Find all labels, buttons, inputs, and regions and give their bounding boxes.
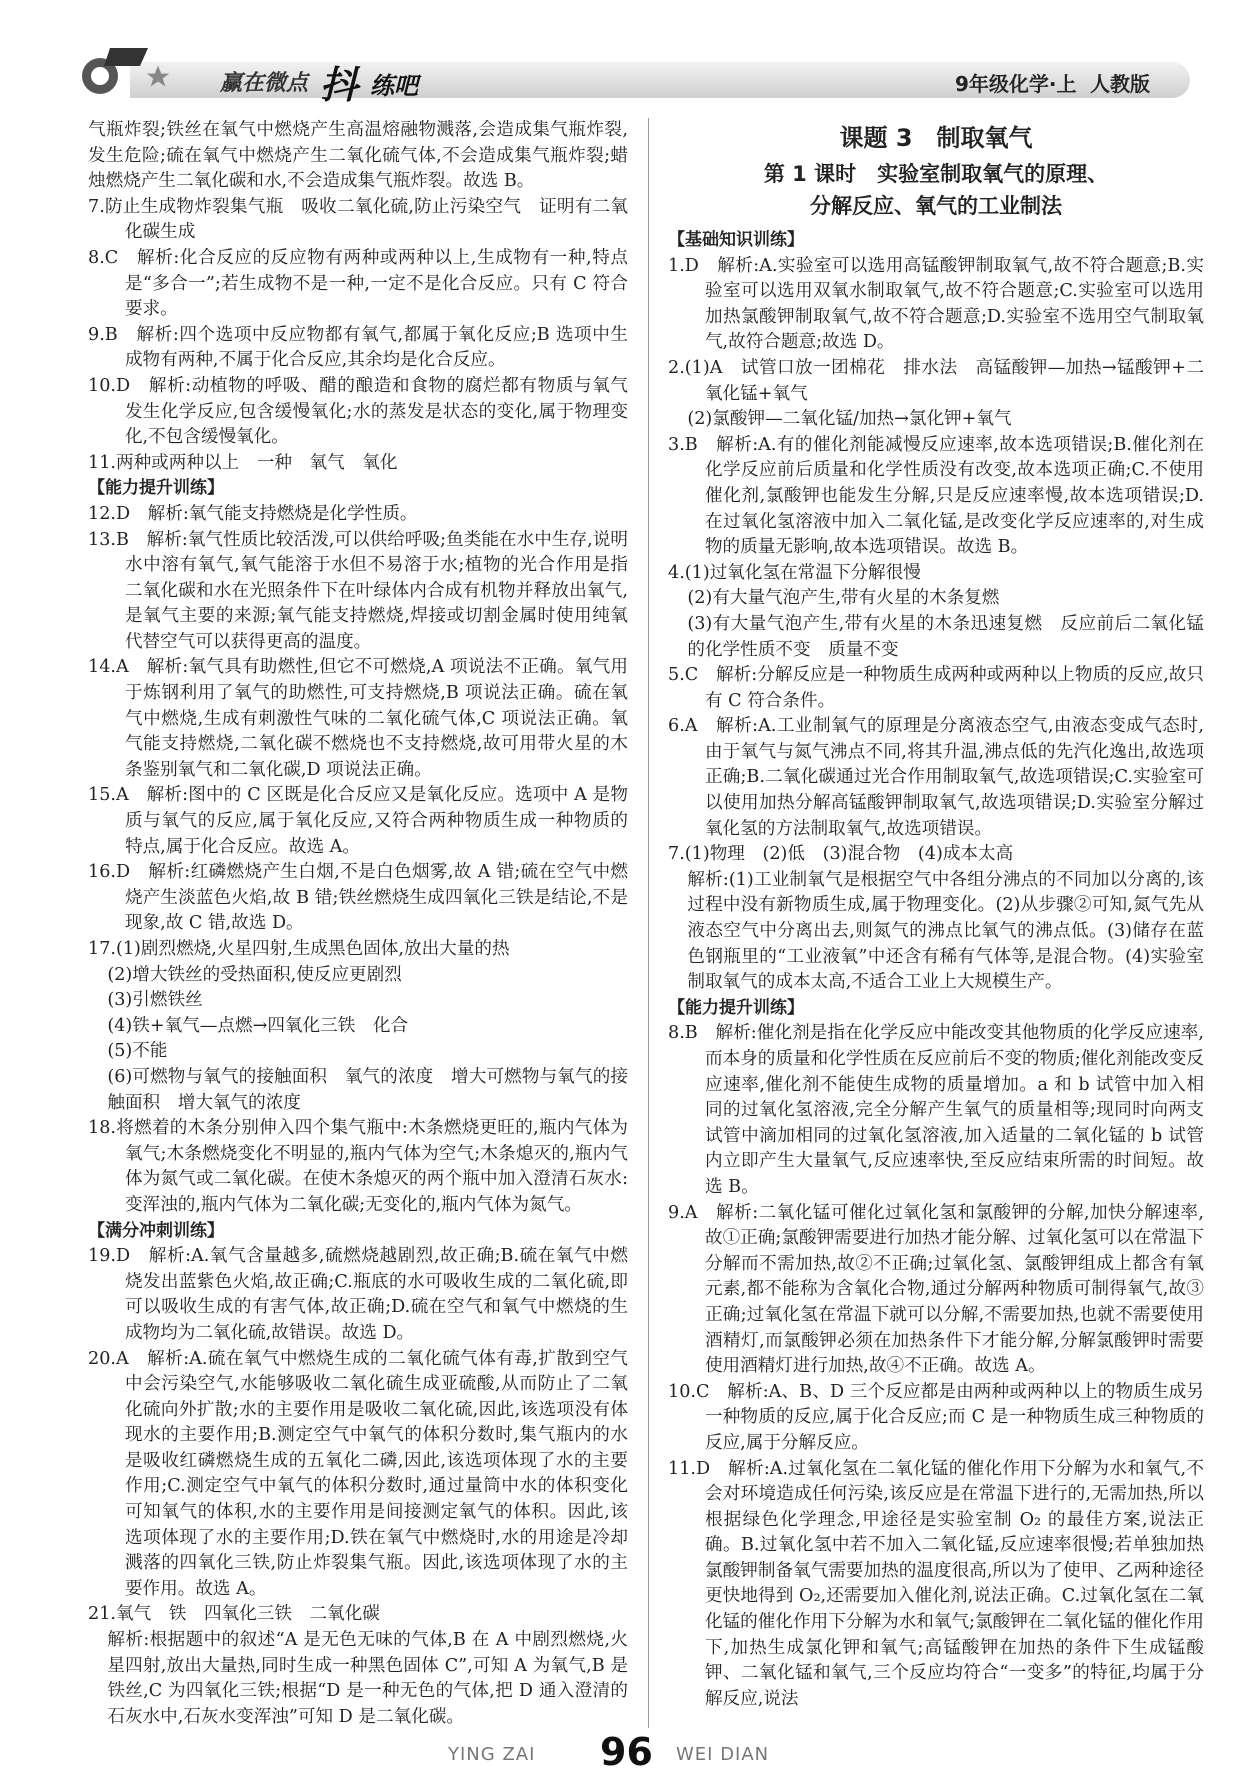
answer-paragraph: 17.(1)剧烈燃烧,火星四射,生成黑色固体,放出大量的热 [88,939,510,959]
answer-paragraph: (3)引燃铁丝 [107,990,203,1011]
answer-paragraph: 解析:(1)工业制氧气是根据空气中各组分沸点的不同加以分离的,该过程中没有新物质生成,属于物理变化。(2)从步骤②可知,氮气先从液态空气中分离出去,则氮气的沸点比氧气的沸点低。(3)储存在蓝色钢瓶里的“工业液氧”中还含有稀有气体等,是混合物。(4)实验室制取氧气的成本太高,不适合工业上大规模生产。 [687,869,1204,993]
column-divider [648,118,649,1728]
section-heading: 【能力提升训练】 [88,478,224,499]
answer-paragraph: 19.D 解析:A.氧气含量越多,硫燃烧越剧烈,故正确;B.硫在氧气中燃烧发出蓝紫色火焰,故正确;C.瓶底的水可吸收生成的二氧化硫,即可以吸收生成的有害气体,故正确;D.硫在空气和氧气中燃烧的生成物均为二氧化硫,故错误。故选 D。 [88,1246,628,1343]
answer-paragraph: 9.A 解析:二氧化锰可催化过氧化氢和氯酸钾的分解,加快分解速率,故①正确;氯酸钾需要进行加热才能分解、过氧化氢可以在常温下分解而不需加热,故②不正确;过氧化氢、氯酸钾组成上都含有氧元素,都不能称为含氧化合物,通过分解两种物质可制得氧气,故③正确;过氧化氢在常温下就可以分解,不需要加热,也就不需要使用酒精灯,而氯酸钾必须在加热条件下才能分解,分解氯酸钾时需要使用酒精灯进行加热,故④不正确。故选 A。 [668,1202,1204,1377]
answer-paragraph: 11.两种或两种以上 一种 氧气 氧化 [88,452,398,473]
page-footer [0,1730,1250,1774]
left-column [88,118,628,1730]
header-brand-suffix: 练吧 [370,71,418,100]
header-edition: 人教版 [1090,72,1150,96]
page-header [70,40,1190,107]
answer-paragraph: 10.C 解析:A、B、D 三个反应都是由两种或两种以上的物质生成另一种物质的反应,属于化合反应;而 C 是一种物质生成三种物质的反应,属于分解反应。 [668,1381,1204,1453]
answer-paragraph: (5)不能 [107,1041,168,1062]
answer-paragraph: 18.将燃着的木条分别伸入四个集气瓶中:木条燃烧更旺的,瓶内气体为氧气;木条燃烧变化不明显的,瓶内气体为空气;木条熄灭的,瓶内气体为氮气或二氧化碳。在使木条熄灭的两个瓶中加入澄清石灰水:变浑浊的,瓶内气体为二氧化碳;无变化的,瓶内气体为氮气。 [88,1118,628,1215]
answer-paragraph: (2)增大铁丝的受热面积,使反应更剧烈 [107,964,402,985]
page-number: 96 [600,1730,653,1774]
answer-paragraph: 16.D 解析:红磷燃烧产生白烟,不是白色烟雾,故 A 错;硫在空气中燃烧产生淡蓝色火焰,故 B 错;铁丝燃烧生成四氧化三铁是结论,不是现象,故 C 错,故选 D。 [88,862,628,934]
answer-paragraph: (4)铁+氧气—点燃→四氧化三铁 化合 [107,1015,409,1036]
answer-paragraph: 7.防止生成物炸裂集气瓶 吸收二氧化硫,防止污染空气 证明有二氧化碳生成 [88,196,628,243]
lesson-subtitle-2: 分解反应、氧气的工业制法 [810,194,1062,218]
answer-paragraph: 8.B 解析:催化剂是指在化学反应中能改变其他物质的化学反应速率,而本身的质量和化学性质在反应前后不变的物质;催化剂能改变反应速率,催化剂不能使生成物的质量增加。a 和 b 试管中加入相同的过氧化氢溶液,完全分解产生氧气的质量相等;现同时向两支试管中滴加相同的过氧化氢溶液,加入适量的二氧化锰的 b 试管内立即产生大量氧气,反应速率快,至反应结束所需的时间短。故选 B。 [668,1023,1204,1197]
answer-paragraph: 解析:根据题中的叙述“A 是无色无味的气体,B 在 A 中剧烈燃烧,火星四射,放出大量热,同时生成一种黑色固体 C”,可知 A 为氧气,B 是铁丝,C 为四氧化三铁;根据“D 是一种无色的气体,把 D 通入澄清的石灰水中,石灰水变浑浊”可知 D 是二氧化碳。 [107,1630,628,1727]
answer-paragraph: 6.A 解析:A.工业制氧气的原理是分离液态空气,由液态变成气态时,由于氧气与氮气沸点不同,将其升温,沸点低的先汽化逸出,故选项正确;B.二氧化碳通过光合作用制取氧气,故选项错误;C.实验室可以使用加热分解高锰酸钾制取氧气,故选项错误;D.实验室分解过氧化氢的方法制取氧气,故选项错误。 [668,716,1204,839]
lesson-subtitle-1: 第 1 课时 实验室制取氧气的原理、 [763,162,1109,186]
answer-paragraph: 20.A 解析:A.硫在氧气中燃烧生成的二氧化硫气体有毒,扩散到空气中会污染空气,水能够吸收二氧化硫生成亚硫酸,从而防止了二氧化硫向外扩散;水的主要作用是吸收二氧化硫,因此,该选项没有体现水的主要作用;B.测定空气中氧气的体积分数时,集气瓶内的水是吸收红磷燃烧生成的五氧化二磷,因此,该选项体现了水的主要作用;C.测定空气中氧气的体积分数时,通过量筒中水的体积变化可知氧气的体积,水的主要作用是间接测定氧气的体积。因此,该选项体现了水的主要作用;D.铁在氧气中燃烧时,水的用途是冷却溅落的四氧化三铁,防止炸裂集气瓶。因此,该选项体现了水的主要作用。故选 A。 [88,1348,628,1599]
answer-paragraph: 4.(1)过氧化氢在常温下分解很慢 [668,562,921,583]
answer-paragraph: 10.D 解析:动植物的呼吸、醋的酿造和食物的腐烂都有物质与氧气发生化学反应,包含缓慢氧化;水的蒸发是状态的变化,属于物理变化,不包含缓慢氧化。 [88,375,628,448]
answer-paragraph: 1.D 解析:A.实验室可以选用高锰酸钾制取氧气,故不符合题意;B.实验室可以选用双氧水制取氧气,故不符合题意;C.实验室可以选用加热氯酸钾制取氧气,故不符合题意;D.实验室不选用空气制取氧气,故符合题意;故选 D。 [668,255,1204,353]
answer-paragraph: (2)氯酸钾—二氧化锰/加热→氯化钾+氧气 [687,409,1012,430]
header-brand: 抖 [320,62,359,107]
lesson-title: 课题 3 制取氧气 [839,124,1033,152]
answer-paragraph: 气瓶炸裂;铁丝在氧气中燃烧产生高温熔融物溅落,会造成集气瓶炸裂,发生危险;硫在氧气中燃烧产生二氧化硫气体,不会造成集气瓶炸裂;蜡烛燃烧产生二氧化碳和水,不会造成集气瓶炸裂。故选 B。 [88,120,628,192]
answer-paragraph: 13.B 解析:氧气性质比较活泼,可以供给呼吸;鱼类能在水中生存,说明水中溶有氧气,氧气能溶于水但不易溶于水;植物的光合作用是指二氧化碳和水在光照条件下在叶绿体内合成有机物并释放出氧气,是氧气主要的来源;氧气能支持燃烧,焊接或切割金属时使用纯氧代替空气可以获得更高的温度。 [88,529,628,652]
footer-right: WEI DIAN [676,1744,770,1765]
right-column [668,118,1204,1712]
answer-paragraph: 21.氧气 铁 四氧化三铁 二氧化碳 [88,1604,380,1625]
answer-paragraph: (2)有大量气泡产生,带有火星的木条复燃 [687,588,1000,609]
answer-paragraph: 14.A 解析:氧气具有助燃性,但它不可燃烧,A 项说法不正确。氧气用于炼钢利用了氧气的助燃性,可支持燃烧,B 项说法正确。硫在氧气中燃烧,生成有刺激性气味的二氧化硫气体,C 项说法正确。氧气能支持燃烧,二氧化碳不燃烧也不支持燃烧,故可用带火星的木条鉴别氧气和二氧化碳,D 项说法正确。 [88,657,628,780]
section-heading: 【能力提升训练】 [668,997,804,1018]
answer-paragraph: 2.(1)A 试管口放一团棉花 排水法 高锰酸钾—加热→锰酸钾+二氧化锰+氧气 [668,357,1204,404]
answer-paragraph: (3)有大量气泡产生,带有火星的木条迅速复燃 反应前后二氧化锰的化学性质不变 质量不变 [687,613,1204,660]
section-heading: 【满分冲刺训练】 [88,1220,224,1241]
answer-paragraph: 5.C 解析:分解反应是一种物质生成两种或两种以上物质的反应,故只有 C 符合条件。 [668,665,1204,711]
answer-paragraph: 7.(1)物理 (2)低 (3)混合物 (4)成本太高 [668,844,1014,865]
answer-paragraph: 8.C 解析:化合反应的反应物有两种或两种以上,生成物有一种,特点是“多合一”;若生成物不是一种,一定不是化合反应。只有 C 符合要求。 [88,247,628,320]
answer-paragraph: 12.D 解析:氧气能支持燃烧是化学性质。 [88,503,418,524]
answer-paragraph: 9.B 解析:四个选项中反应物都有氧气,都属于氧化反应;B 选项中生成物有两种,不属于化合反应,其余均是化合反应。 [88,324,628,371]
answer-paragraph: (6)可燃物与氧气的接触面积 氧气的浓度 增大可燃物与氧气的接触面积 增大氧气的浓度 [107,1066,628,1113]
header-grade: 9年级化学·上 [955,72,1077,96]
answer-paragraph: 11.D 解析:A.过氧化氢在二氧化锰的催化作用下分解为水和氧气,不会对环境造成任何污染,该反应是在常温下进行的,无需加热,所以根据绿色化学理念,甲途径是实验室制 O₂ 的最佳方案,说法正确。B.过氧化氢中若不加入二氧化锰,反应速率很慢;若单独加热氯酸钾制备氧气需要加热的温度很高,所以为了使甲、乙两种途径更快地得到 O₂,还需要加入催化剂,说法正确。C.过氧化氢在二氧化锰的催化作用下分解为水和氧气;氯酸钾在二氧化锰的催化作用下,加热生成氯化钾和氧气;高锰酸钾在加热的条件下生成锰酸钾、二氧化锰和氧气,三个反应均符合“一变多”的特征,均属于分解反应,说法 [668,1458,1204,1709]
right-answers [668,228,1204,1712]
footer-left: YING ZAI [448,1744,536,1765]
answer-paragraph: 3.B 解析:A.有的催化剂能减慢反应速率,故本选项错误;B.催化剂在化学反应前后质量和化学性质没有改变,故本选项正确;C.不使用催化剂,氯酸钾也能发生分解,只是反应速率慢,故本选项错误;D.在过氧化氢溶液中加入二氧化锰,是改变化学反应速率的,对生成物的质量无影响,故本选项错误。故选 B。 [668,434,1204,558]
logo-icon [70,40,180,100]
answer-paragraph: 15.A 解析:图中的 C 区既是化合反应又是氧化反应。选项中 A 是物质与氧气的反应,属于氧化反应,又符合两种物质生成一种物质的特点,属于化合反应。故选 A。 [88,785,628,857]
header-slogan: 赢在微点 [220,70,309,96]
section-heading: 【基础知识训练】 [668,230,804,250]
